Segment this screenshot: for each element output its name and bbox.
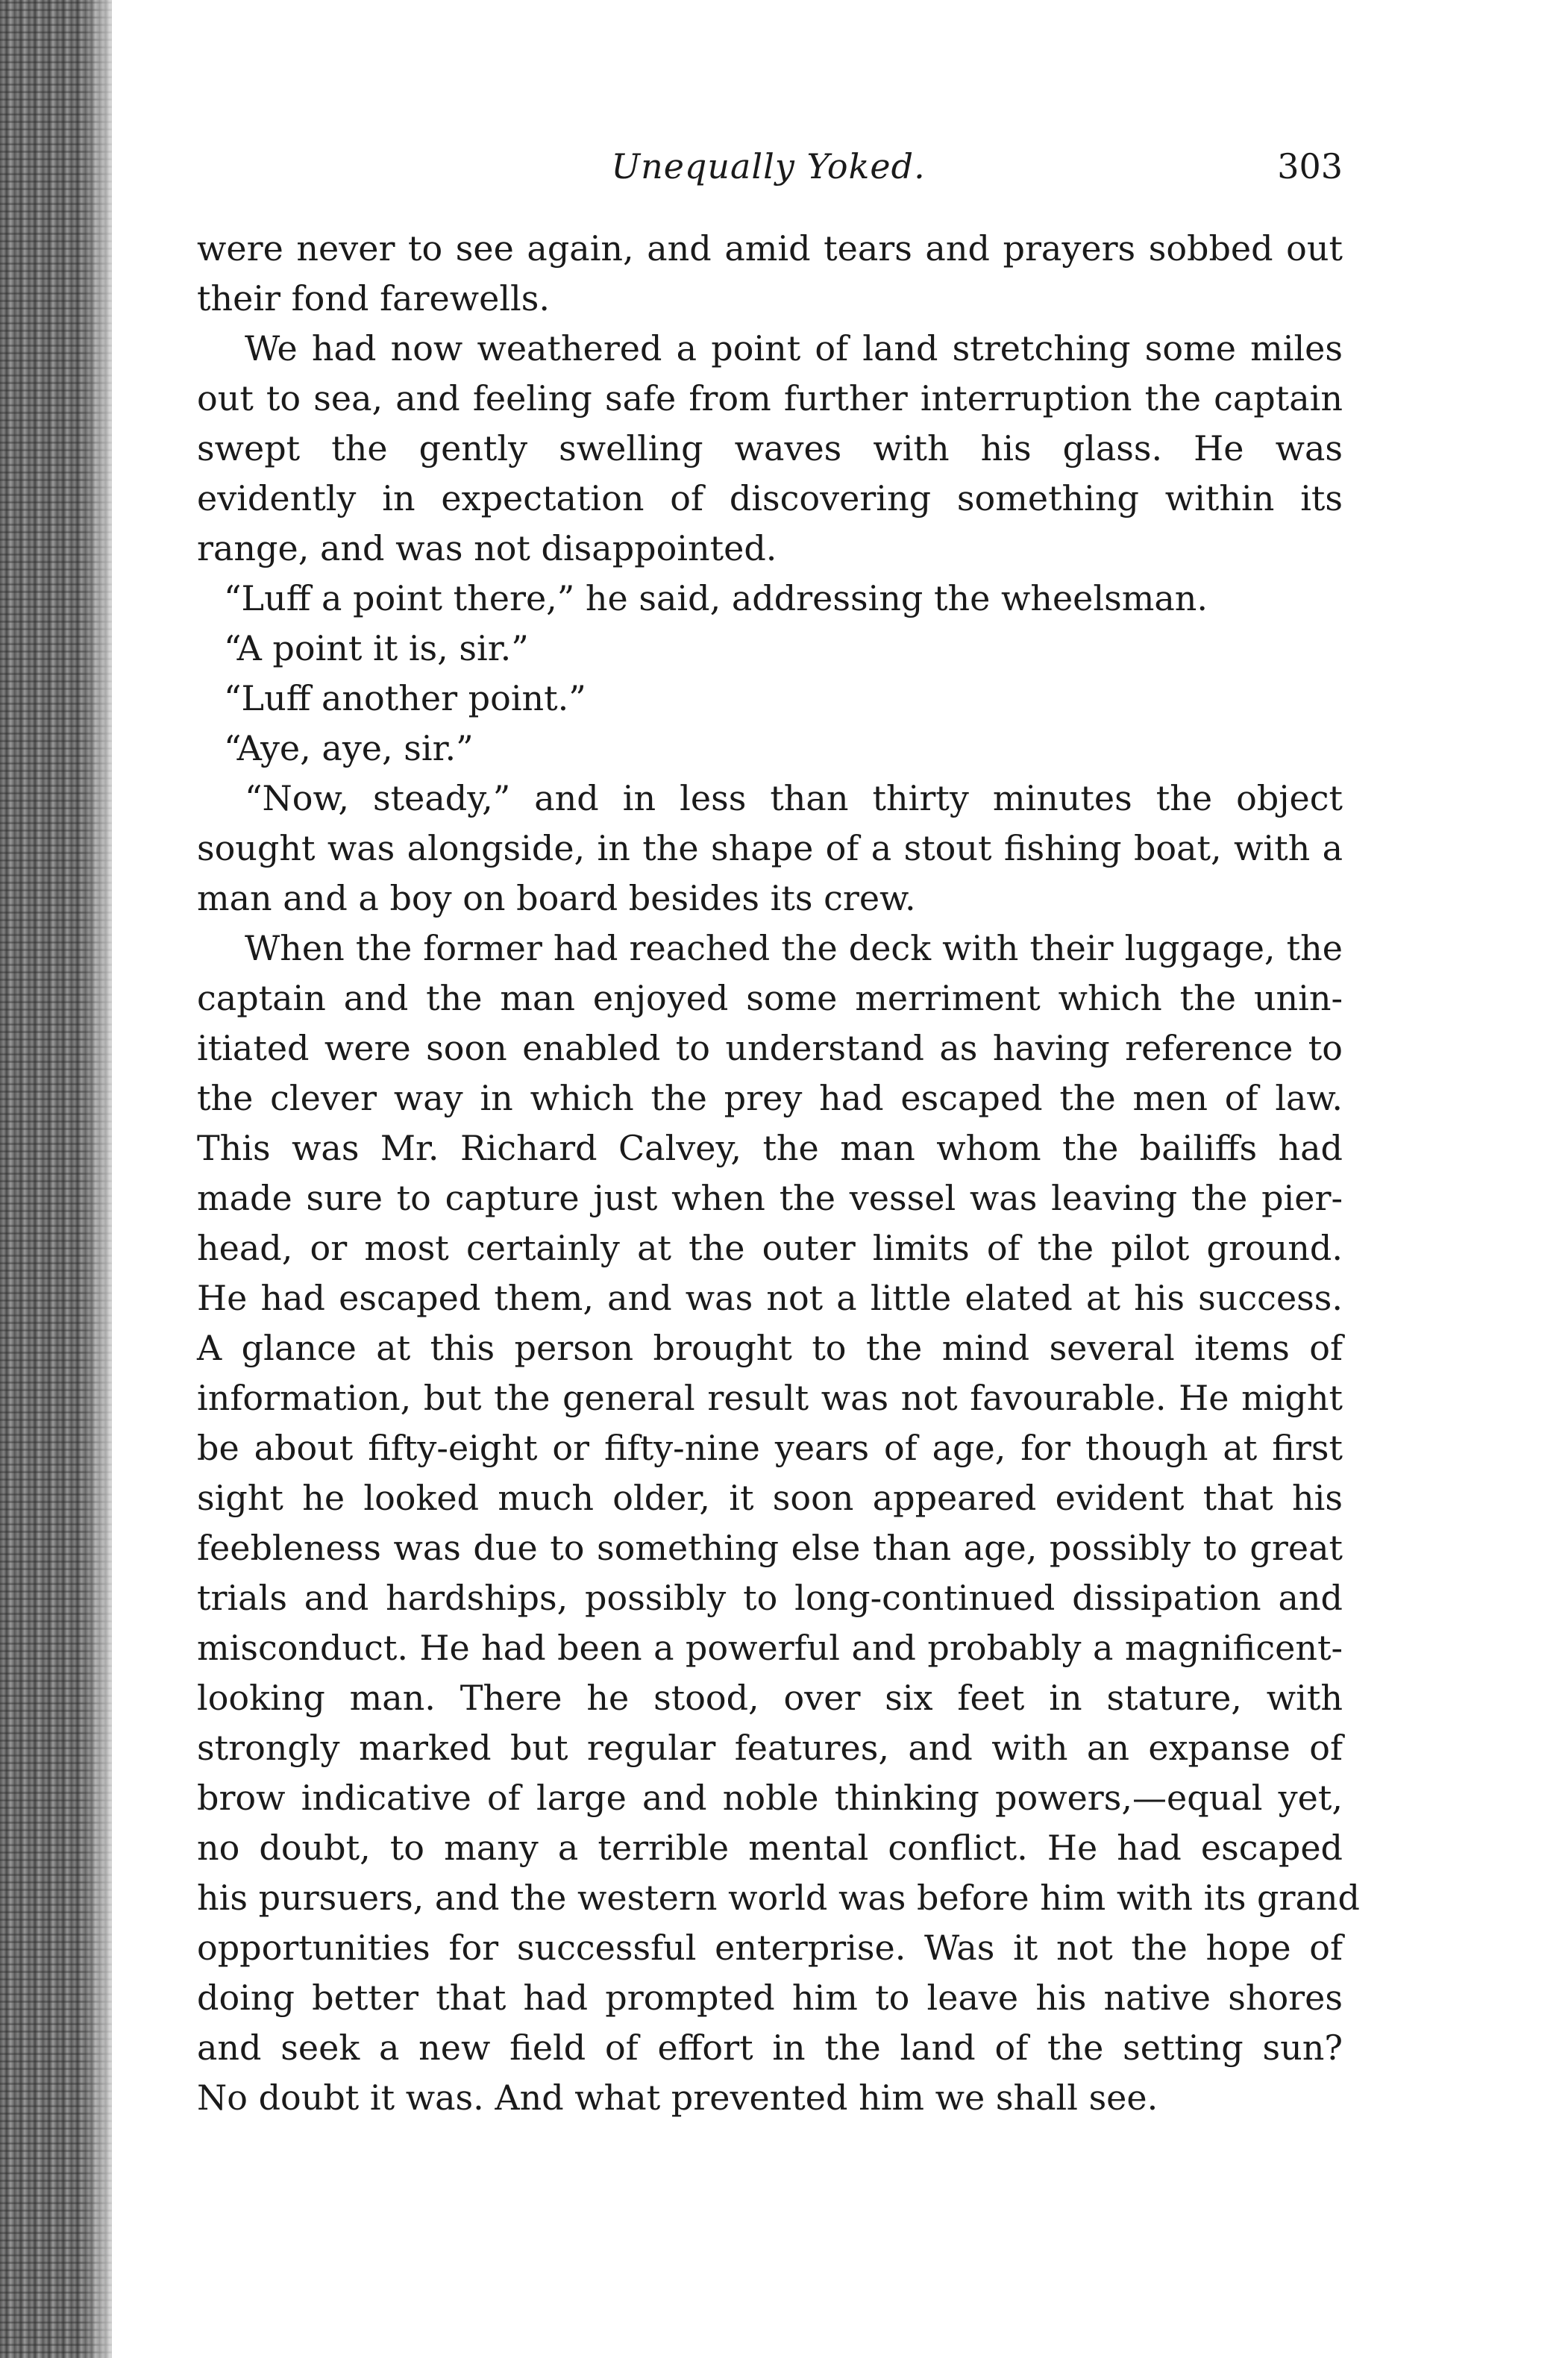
binding-shadow	[82, 0, 127, 2358]
dialogue-line: “Luff another point.”	[224, 678, 586, 718]
dialogue-line: “Aye, aye, sir.”	[224, 728, 474, 768]
text-line: no doubt, to many a terrible mental conflict. He had escaped	[197, 1828, 1343, 1868]
text-line: “Now, steady,” and in less than thirty minutes the object	[245, 778, 1343, 818]
text-line: head, or most certainly at the outer limits of the pilot ground.	[197, 1228, 1343, 1268]
text-line: the clever way in which the prey had escaped the men of law.	[197, 1078, 1343, 1118]
text-line: looking man. There he stood, over six feet in stature, with	[197, 1678, 1343, 1718]
text-line: captain and the man enjoyed some merriment which the unin-	[197, 978, 1343, 1018]
text-line: be about fifty-eight or fifty-nine years of age, for though at first	[197, 1428, 1343, 1468]
text-line: He had escaped them, and was not a little elated at his success.	[197, 1278, 1343, 1318]
text-line: and seek a new field of effort in the land of the setting sun?	[197, 2028, 1343, 2068]
text-line: A glance at this person brought to the mind several items of	[197, 1328, 1343, 1368]
text-line: his pursuers, and the western world was before him with its grand	[197, 1878, 1360, 1918]
text-line: itiated were soon enabled to understand as having reference to	[197, 1028, 1343, 1068]
dialogue-line: “A point it is, sir.”	[224, 628, 529, 668]
text-line: out to sea, and feeling safe from further interruption the captain	[197, 378, 1343, 418]
text-line: strongly marked but regular features, and with an expanse of	[197, 1728, 1343, 1768]
text-line: brow indicative of large and noble thinking powers,—equal yet,	[197, 1778, 1343, 1818]
text-line: evidently in expectation of discovering something within its	[197, 478, 1343, 518]
text-line: We had now weathered a point of land stretching some miles	[245, 328, 1343, 369]
text-line: man and a boy on board besides its crew.	[197, 878, 916, 918]
page-number: 303	[1277, 146, 1343, 186]
text-line: their fond farewells.	[197, 278, 550, 319]
text-line: trials and hardships, possibly to long-continued dissipation and	[197, 1578, 1343, 1618]
text-line: information, but the general result was not favourable. He might	[197, 1378, 1343, 1418]
text-line: misconduct. He had been a powerful and probably a magnificent-	[197, 1628, 1343, 1668]
page-header	[194, 146, 1343, 198]
text-line: were never to see again, and amid tears and prayers sobbed out	[197, 228, 1343, 269]
text-line: feebleness was due to something else than age, possibly to great	[197, 1528, 1343, 1568]
text-line: sight he looked much older, it soon appeared evident that his	[197, 1478, 1343, 1518]
dialogue-line: “Luff a point there,” he said, addressing the wheelsman.	[224, 578, 1208, 618]
text-line: range, and was not disappointed.	[197, 528, 777, 568]
body-text	[197, 224, 1360, 2123]
text-line: opportunities for successful enterprise. Was it not the hope of	[197, 1928, 1343, 1968]
text-line: This was Mr. Richard Calvey, the man whom the bailiffs had	[197, 1128, 1343, 1168]
text-line: No doubt it was. And what prevented him we shall see.	[197, 2078, 1158, 2118]
text-line: doing better that had prompted him to leave his native shores	[197, 1978, 1343, 2018]
text-line: swept the gently swelling waves with his glass. He was	[197, 428, 1343, 468]
running-title: Unequally Yoked.	[611, 146, 926, 186]
text-line: When the former had reached the deck with their luggage, the	[245, 928, 1343, 968]
text-line: made sure to capture just when the vessel was leaving the pier-	[197, 1178, 1343, 1218]
text-line: sought was alongside, in the shape of a stout fishing boat, with a	[197, 828, 1343, 868]
